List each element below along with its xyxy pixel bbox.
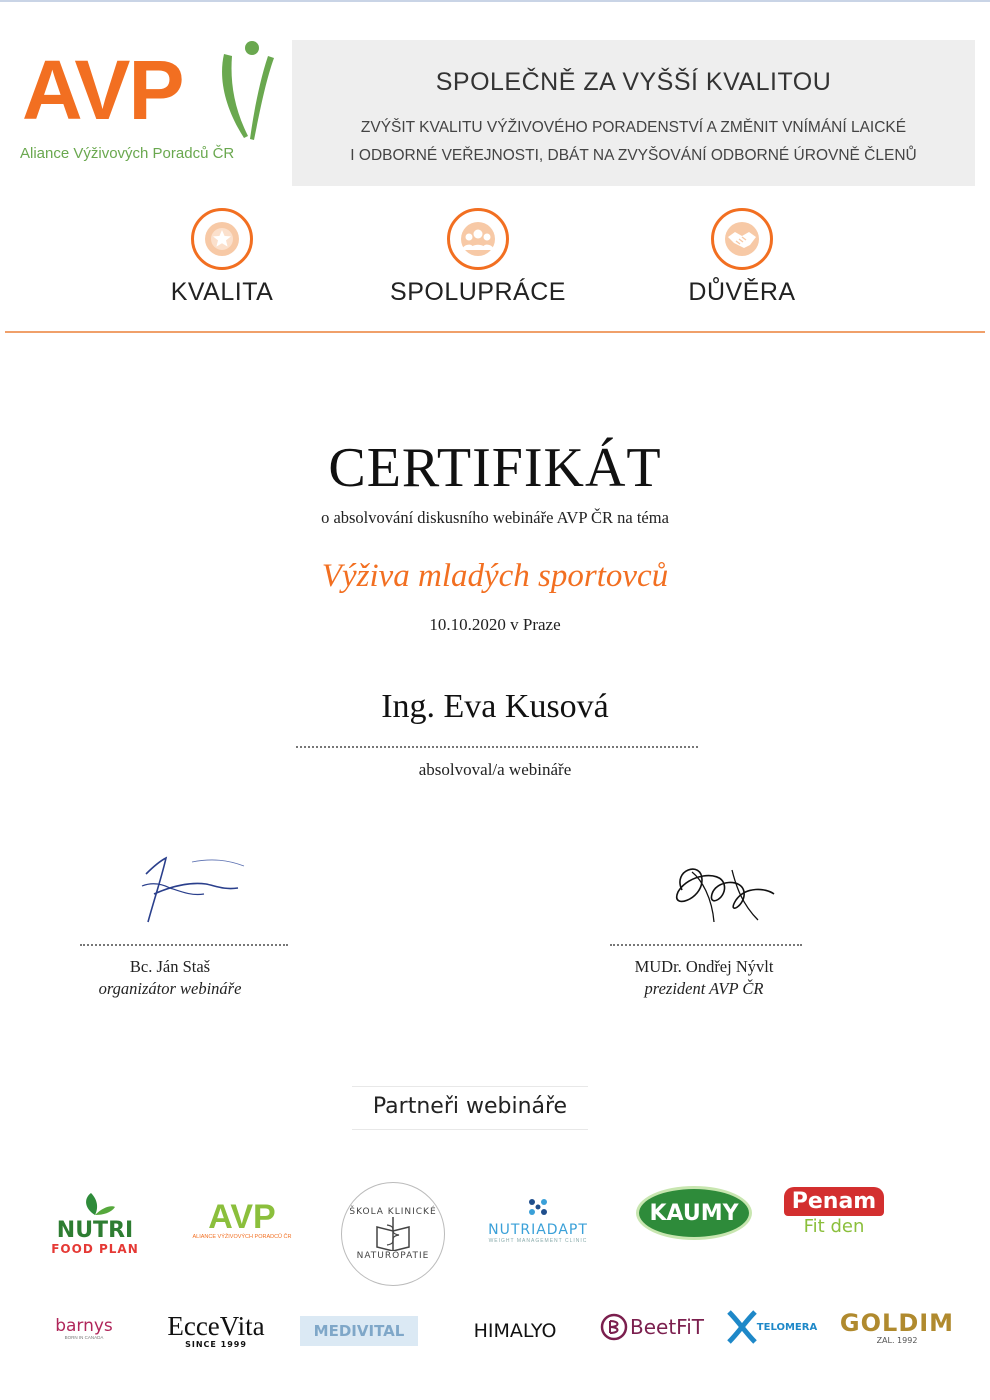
partner-nutri-line2: FOOD PLAN [51, 1241, 139, 1256]
value-circle [447, 208, 509, 270]
people-icon [458, 219, 498, 259]
partner-logo-kaumy [634, 1184, 754, 1242]
partner-goldim-line2: ZAL. 1992 [876, 1335, 918, 1345]
partner-skola-line1: ŠKOLA KLINICKÉ [349, 1207, 437, 1217]
partner-barnys-line2: BORN IN CANADA [64, 1334, 104, 1340]
header-title: SPOLEČNĚ ZA VYŠŠÍ KVALITOU [435, 68, 832, 96]
recipient-dotted-line [296, 746, 698, 748]
partner-nutriadapt-line2: WEIGHT MANAGEMENT CLINIC [488, 1237, 588, 1244]
partner-telomera-line1: TELOMERA [756, 1321, 818, 1333]
logo-figure-icon [216, 40, 278, 150]
signature-left-image [132, 856, 252, 928]
beet-icon [600, 1313, 628, 1341]
dots-icon [527, 1197, 549, 1217]
partner-logo-beetfit [592, 1310, 712, 1344]
partner-logo-penam [776, 1176, 892, 1248]
signature-right-role: prezident AVP ČR [644, 979, 764, 998]
partner-eccevita-line2: SINCE 1999 [185, 1339, 247, 1349]
signature-left-role: organizátor webináře [98, 979, 242, 998]
signature-right-name: MUDr. Ondřej Nývlt [634, 957, 774, 976]
partner-penam-line2: Fit den [803, 1216, 865, 1237]
top-border [0, 0, 990, 2]
header-banner [292, 40, 975, 186]
header-text [302, 114, 965, 170]
partner-logo-telomera [726, 1308, 818, 1346]
certificate-title: CERTIFIKÁT [328, 437, 662, 499]
partner-logo-skola-naturopatie [334, 1180, 452, 1288]
partner-logo-nutriadapt [474, 1192, 602, 1248]
certificate-subtitle: o absolvování diskusního webináře AVP ČR na téma [321, 508, 669, 527]
partner-logo-eccevita [152, 1308, 280, 1352]
partner-nutri-line1: NUTRI [56, 1217, 134, 1243]
signature-right [594, 956, 814, 1000]
partner-eccevita-line1: EcceVita [167, 1310, 265, 1341]
signature-left-name: Bc. Ján Staš [129, 957, 211, 976]
value-label: DŮVĚRA [688, 278, 796, 306]
handshake-icon [722, 219, 762, 259]
partner-skola-line2: NATUROPATIE [356, 1251, 430, 1261]
partner-himalyo-line1: HIMALYO [473, 1320, 557, 1342]
signature-left-line [80, 944, 288, 946]
partner-nutriadapt-line1: NUTRIADAPT [488, 1221, 588, 1238]
logo-letters: AVP [22, 43, 183, 137]
leaf-icon [75, 1193, 115, 1215]
value-label: KVALITA [170, 278, 274, 306]
partner-logo-medivital [300, 1316, 418, 1346]
avp-logo [20, 40, 282, 170]
partner-penam-line1: Penam [784, 1187, 884, 1216]
signature-right-line [610, 944, 802, 946]
recipient-name: Ing. Eva Kusová [381, 688, 609, 725]
header-text-line2: I ODBORNÉ VEŘEJNOSTI, DBÁT NA ZVYŠOVÁNÍ ODBORNÉ ÚROVNĚ ČLENŮ [350, 147, 917, 164]
partner-kaumy-line1: KAUMY [649, 1200, 739, 1226]
partner-logo-nutri-food-plan [40, 1186, 150, 1262]
partner-avp-line1: AVP [208, 1198, 276, 1236]
logo-subtitle: Aliance Výživových Poradců ČR [20, 145, 235, 162]
signature-right-image [662, 850, 782, 930]
partner-avp-line2: ALIANCE VÝŽIVOVÝCH PORADCŮ ČR [192, 1234, 292, 1240]
partner-beetfit-line1: BeetFiT [630, 1315, 704, 1339]
certificate-topic: Výživa mladých sportovců [321, 558, 669, 594]
value-trust [622, 208, 862, 307]
value-label: SPOLUPRÁCE [390, 278, 566, 306]
value-quality [102, 208, 342, 307]
partner-logo-himalyo [458, 1316, 572, 1346]
partner-goldim-line1: GOLDIM [839, 1308, 955, 1337]
completed-text: absolvoval/a webináře [418, 760, 572, 779]
partners-title: Partneři webináře [352, 1086, 588, 1130]
book-caduceus-icon [373, 1217, 413, 1251]
partner-medivital-line1: MEDIVITAL [313, 1322, 405, 1340]
header-text-line1: ZVÝŠIT KVALITU VÝŽIVOVÉHO PORADENSTVÍ A ZMĚNIT VNÍMÁNÍ LAICKÉ [360, 119, 907, 136]
signature-left [60, 956, 280, 1000]
x-helix-icon [727, 1310, 757, 1344]
value-circle [191, 208, 253, 270]
award-icon [202, 219, 242, 259]
partner-barnys-line1: barnys [55, 1315, 113, 1336]
partner-logo-avp [180, 1190, 304, 1250]
certificate-date: 10.10.2020 v Praze [429, 615, 561, 634]
value-circle [711, 208, 773, 270]
orange-divider [5, 331, 985, 333]
value-cooperation [358, 208, 598, 307]
partner-logo-goldim [836, 1306, 958, 1348]
partner-logo-barnys [36, 1312, 132, 1344]
